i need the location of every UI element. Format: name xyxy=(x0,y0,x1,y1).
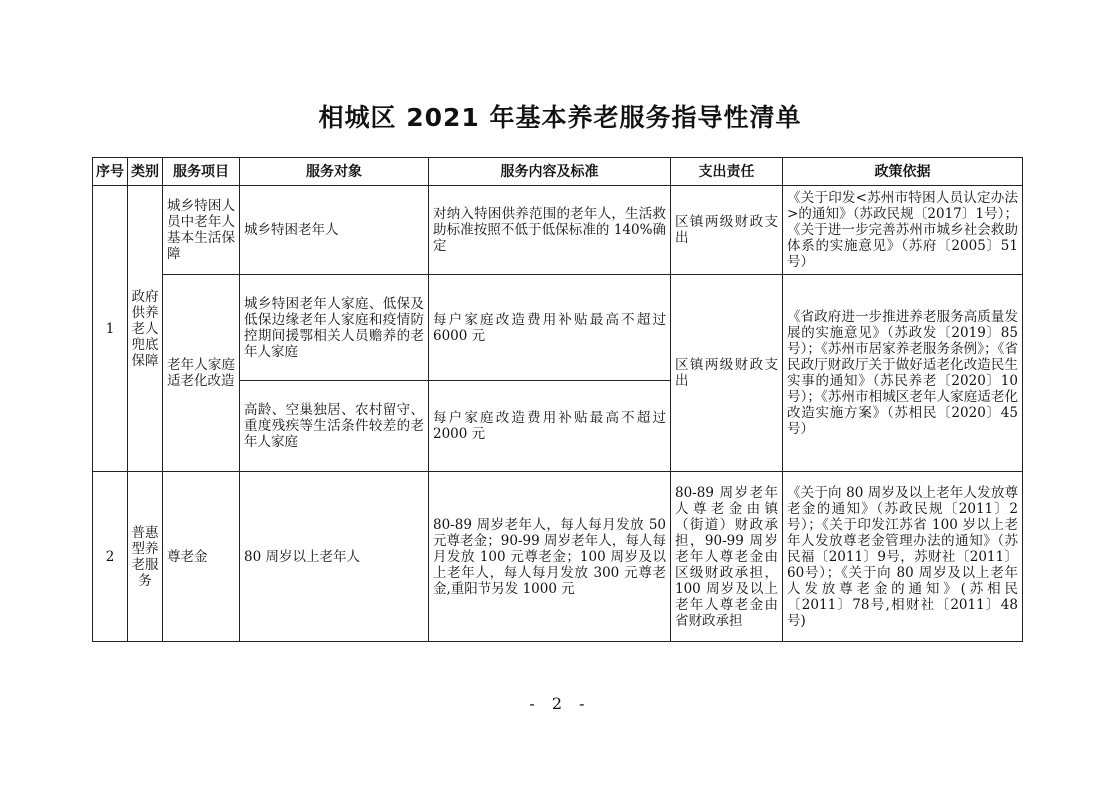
service-item-cell: 老年人家庭适老化改造 xyxy=(163,275,240,472)
table-row xyxy=(93,186,1023,275)
service-target-cell: 高龄、空巢独居、农村留守、重度残疾等生活条件较差的老年人家庭 xyxy=(240,381,429,472)
row-number: 2 xyxy=(93,472,128,642)
policy-cell: 《关于向 80 周岁及以上老年人发放尊老金的通知》（苏政民规〔2011〕2号）；《关于印发江苏省 100 岁以上老年人发放尊老金管理办法的通知》（苏民福〔2011〕9号，苏财社〔2011〕60号）；《关于向 80 周岁及以上老年人发放尊老金的通知》(苏相民〔2011〕78号,相财社〔2011〕48号) xyxy=(783,472,1023,642)
header-cell: 政策依据 xyxy=(783,158,1023,186)
service-content-cell: 80-89 周岁老年人，每人每月发放 50 元尊老金；90-99 周岁老年人，每人每月发放 100 元尊老金；100 周岁及以上老年人，每人每月发放 300 元尊老金,重阳节另发 1000 元 xyxy=(429,472,671,642)
policy-cell: 《关于印发<苏州市特困人员认定办法>的通知》（苏政民规〔2017〕1号）；《关于进一步完善苏州市城乡社会救助体系的实施意见》（苏府〔2005〕51号） xyxy=(783,186,1023,275)
service-target-cell: 城乡特困老年人 xyxy=(240,186,429,275)
service-item-cell: 城乡特困人员中老年人基本生活保障 xyxy=(163,186,240,275)
service-content-cell: 每户家庭改造费用补贴最高不超过 2000 元 xyxy=(429,381,671,472)
document-title: 相城区 2021 年基本养老服务指导性清单 xyxy=(318,103,802,132)
header-cell: 类别 xyxy=(128,158,163,186)
header-cell: 服务对象 xyxy=(240,158,429,186)
page-number: - 2 - xyxy=(529,694,591,713)
service-target-cell: 80 周岁以上老年人 xyxy=(240,472,429,642)
header-cell: 支出责任 xyxy=(671,158,783,186)
category-cell: 普惠型养老服务 xyxy=(128,472,163,642)
row-number: 1 xyxy=(93,186,128,472)
category-cell: 政府供养老人兜底保障 xyxy=(128,186,163,472)
header-cell: 服务内容及标准 xyxy=(429,158,671,186)
responsibility-cell: 区镇两级财政支出 xyxy=(671,186,783,275)
service-content-cell: 对纳入特困供养范围的老年人，生活救助标准按照不低于低保标准的 140%确定 xyxy=(429,186,671,275)
service-list-table xyxy=(92,157,1023,642)
responsibility-cell: 区镇两级财政支出 xyxy=(671,275,783,472)
table-row xyxy=(93,472,1023,642)
header-cell: 服务项目 xyxy=(163,158,240,186)
responsibility-cell: 80-89 周岁老年人尊老金由镇（街道）财政承担，90-99 周岁老年人尊老金由区级财政承担，100 周岁及以上老年人尊老金由省财政承担 xyxy=(671,472,783,642)
policy-cell: 《省政府进一步推进养老服务高质量发展的实施意见》（苏政发〔2019〕85号）；《苏州市居家养老服务条例》；《省民政厅财政厅关于做好适老化改造民生实事的通知》（苏民养老〔2020〕10号）；《苏州市相城区老年人家庭适老化改造实施方案》（苏相民〔2020〕45号） xyxy=(783,275,1023,472)
service-target-cell: 城乡特困老年人家庭、低保及低保边缘老年人家庭和疫情防控期间援鄂相关人员赡养的老年人家庭 xyxy=(240,275,429,381)
service-item-cell: 尊老金 xyxy=(163,472,240,642)
table-header-row xyxy=(93,158,1023,186)
header-cell: 序号 xyxy=(93,158,128,186)
service-content-cell: 每户家庭改造费用补贴最高不超过 6000 元 xyxy=(429,275,671,381)
table-row xyxy=(93,275,1023,381)
